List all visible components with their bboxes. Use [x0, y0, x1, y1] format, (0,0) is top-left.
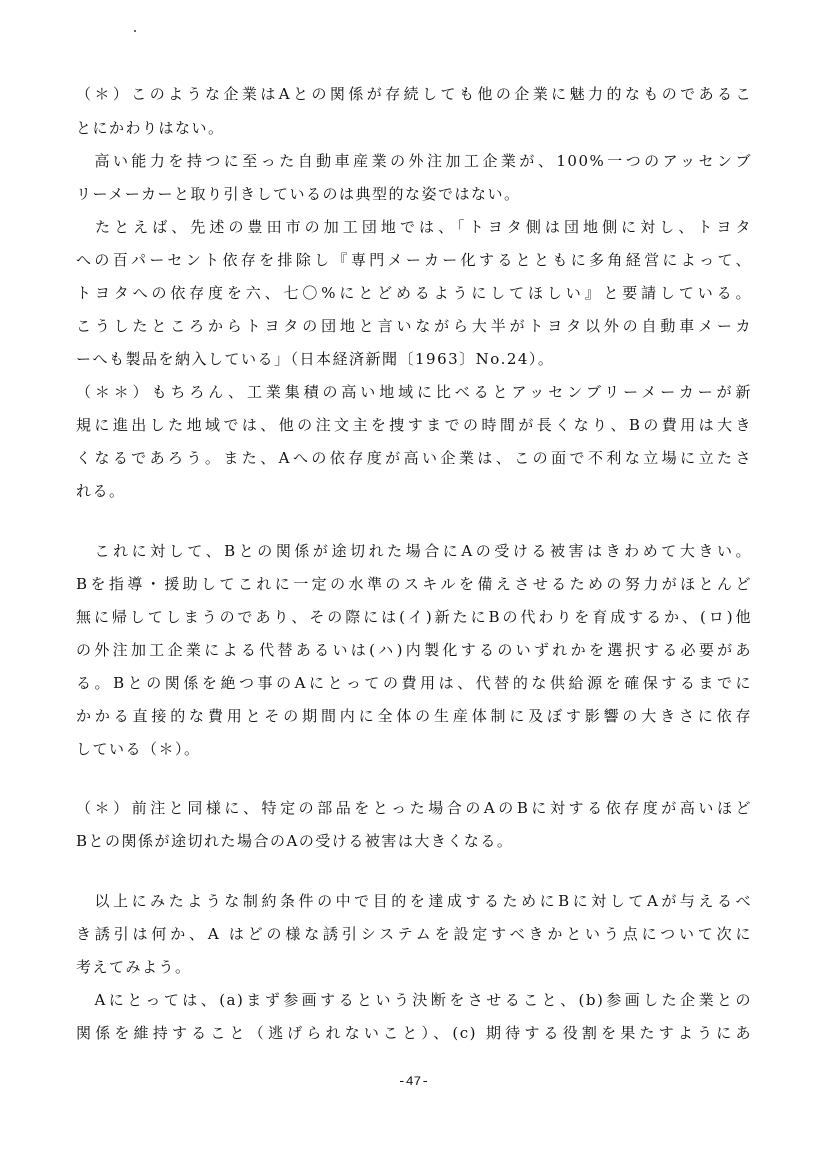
text-line: の外注加工企業による代替あるいは(ハ)内製化するのいずれかを選択する必要があ — [76, 641, 752, 659]
text-line: （＊）前注と同様に、特定の部品をとった場合のAのBに対する依存度が高いほど — [76, 799, 752, 817]
scan-speck — [134, 30, 136, 32]
page-number: -47- — [397, 1074, 430, 1089]
text-line: （＊）このような企業はAとの関係が存続しても他の企業に魅力的なものであるこ — [76, 85, 752, 103]
text-line: 考えてみよう。 — [76, 958, 192, 976]
text-line: これに対して、Bとの関係が途切れた場合にAの受ける被害はきわめて大きい。 — [76, 542, 752, 560]
text-line: 高い能力を持つに至った自動車産業の外注加工企業が、100%一つのアッセンブ — [76, 152, 752, 170]
text-line: 以上にみたような制約条件の中で目的を達成するためにBに対してAが与えるべ — [76, 892, 752, 910]
text-line: している（＊）。 — [76, 740, 201, 758]
text-line: る。Bとの関係を絶つ事のAにとっての費用は、代替的な供給源を確保するまでに — [76, 674, 752, 692]
text-line: 規に進出した地域では、他の注文主を捜すまでの時間が長くなり、Bの費用は大き — [76, 416, 752, 434]
text-line: ーへも製品を納入している」（日本経済新聞〔1963〕No.24）。 — [76, 350, 555, 368]
text-line: とにかわりはない。 — [76, 119, 225, 137]
text-line: Aにとっては、(a)まず参画するという決断をさせること、(b)参画した企業との — [76, 991, 752, 1009]
text-line: たとえば、先述の豊田市の加工団地では、「トヨタ側は団地側に対し、トヨタ — [76, 218, 752, 236]
text-line: リーメーカーと取り引きしているのは典型的な姿ではない。 — [76, 185, 521, 203]
text-line: こうしたところからトヨタの団地と言いながら大半がトヨタ以外の自動車メーカ — [76, 317, 752, 335]
text-line: かかる直接的な費用とその期間内に全体の生産体制に及ぼす影響の大きさに依存 — [76, 707, 752, 725]
text-line: 関係を維持すること（逃げられないこと）、(c) 期待する役割を果たすようにあ — [76, 1024, 752, 1042]
text-line: への百パーセント依存を排除し『専門メーカー化するとともに多角経営によって、 — [76, 251, 752, 269]
text-line: き誘引は何か、A はどの様な誘引システムを設定すべきかという点について次に — [76, 925, 752, 943]
text-line: れる。 — [76, 482, 126, 500]
text-line: Bとの関係が途切れた場合のAの受ける被害は大きくなる。 — [76, 832, 514, 850]
text-line: 無に帰してしまうのであり、その際には(イ)新たにBの代わりを育成するか、(ロ)他 — [76, 608, 752, 626]
text-line: Bを指導・援助してこれに一定の水準のスキルを備えさせるための努力がほとんど — [76, 575, 752, 593]
text-line: トヨタへの依存度を六、七〇%にとどめるようにしてほしい』と要請している。 — [76, 284, 752, 302]
text-line: くなるであろう。また、Aへの依存度が高い企業は、この面で不利な立場に立たさ — [76, 449, 752, 467]
text-line: （＊＊）もちろん、工業集積の高い地域に比べるとアッセンブリーメーカーが新 — [76, 383, 752, 401]
